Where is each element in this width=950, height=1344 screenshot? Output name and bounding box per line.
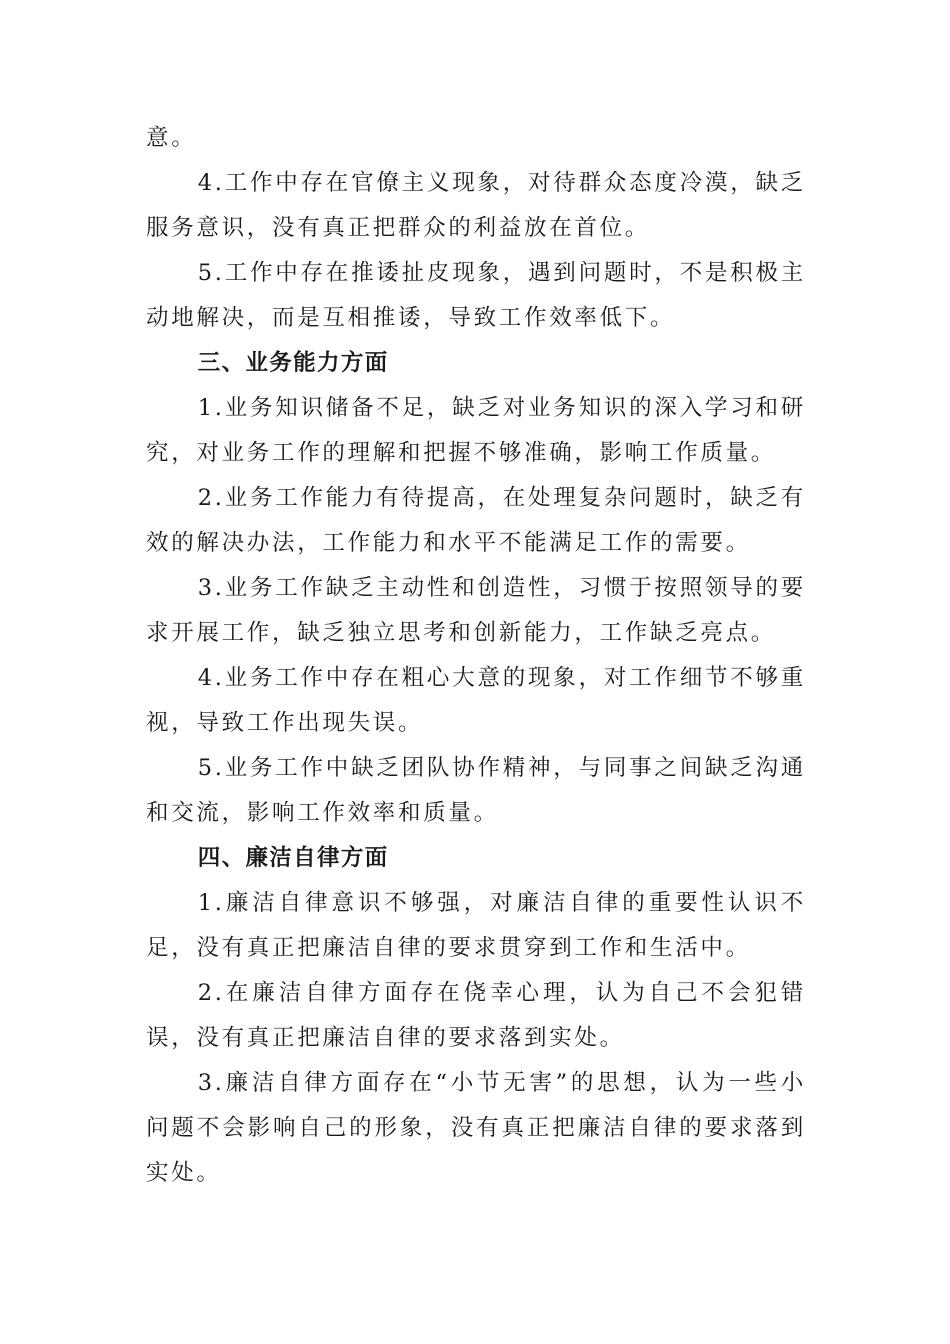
section-heading-business-ability: 三、业务能力方面 [197, 350, 389, 376]
paragraph-item: 2.业务工作能力有待提高，在处理复杂问题时，缺乏有效的解决办法，工作能力和水平不能满足工作的需要。 [146, 485, 806, 556]
paragraph-continuation: 意。 [146, 125, 197, 151]
document-body [146, 116, 806, 1196]
paragraph-item: 5.业务工作中缺乏团队协作精神，与同事之间缺乏沟通和交流，影响工作效率和质量。 [146, 755, 806, 826]
paragraph-item: 3.廉洁自律方面存在“小节无害”的思想，认为一些小问题不会影响自己的形象，没有真正把廉洁自律的要求落到实处。 [146, 1070, 806, 1186]
paragraph-item: 1.廉洁自律意识不够强，对廉洁自律的重要性认识不足，没有真正把廉洁自律的要求贯穿到工作和生活中。 [146, 890, 806, 961]
paragraph-item: 1.业务知识储备不足，缺乏对业务知识的深入学习和研究，对业务工作的理解和把握不够准确，影响工作质量。 [146, 395, 806, 466]
paragraph-item: 2.在廉洁自律方面存在侥幸心理，认为自己不会犯错误，没有真正把廉洁自律的要求落到实处。 [146, 980, 806, 1051]
paragraph-item: 4.业务工作中存在粗心大意的现象，对工作细节不够重视，导致工作出现失误。 [146, 665, 806, 736]
paragraph-item: 3.业务工作缺乏主动性和创造性，习惯于按照领导的要求开展工作，缺乏独立思考和创新能力，工作缺乏亮点。 [146, 575, 806, 646]
paragraph-item: 5.工作中存在推诿扯皮现象，遇到问题时，不是积极主动地解决，而是互相推诿，导致工作效率低下。 [146, 260, 806, 331]
section-heading-integrity: 四、廉洁自律方面 [197, 845, 389, 871]
paragraph-item: 4.工作中存在官僚主义现象，对待群众态度冷漠，缺乏服务意识，没有真正把群众的利益放在首位。 [146, 170, 806, 241]
